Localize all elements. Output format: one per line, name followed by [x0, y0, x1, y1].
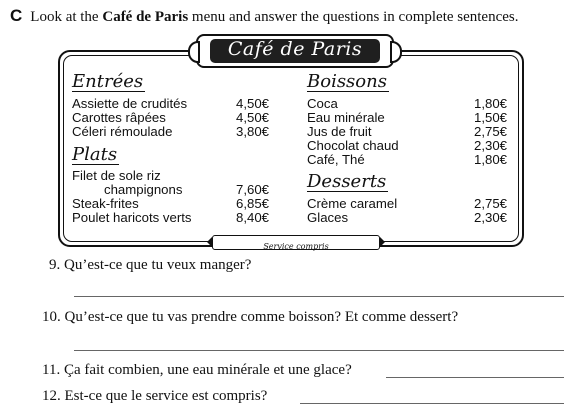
answer-line-12[interactable] [300, 403, 564, 404]
boissons-heading: Boissons [307, 71, 387, 92]
instruction-text-before: Look at the [30, 9, 103, 25]
menu-title: Café de Paris [227, 38, 363, 60]
question-12 [42, 388, 267, 405]
instruction-text-after: menu and answer the questions in complete sentences. [188, 9, 519, 25]
menu-item-price: 3,80€ [236, 124, 270, 139]
question-9 [49, 257, 251, 274]
service-note: Service compris [263, 242, 329, 251]
entrees-heading: Entrées [72, 71, 144, 92]
menu-item-price: 1,50€ [474, 110, 508, 125]
instruction-cafe-name: Café de Paris [102, 9, 189, 25]
menu-item-price: 7,60€ [236, 182, 270, 197]
menu-item-price: 2,75€ [474, 196, 508, 211]
menu-item: Poulet haricots verts [72, 210, 192, 225]
menu-item-price: 1,80€ [474, 96, 508, 111]
question-text: Qu’est-ce que tu veux manger? [64, 257, 252, 273]
menu-item-price: 4,50€ [236, 96, 270, 111]
menu-item-price: 6,85€ [236, 196, 270, 211]
menu-item: Chocolat chaud [307, 138, 399, 153]
menu-item: Glaces [307, 210, 349, 225]
menu-title-banner [196, 34, 394, 68]
question-text: Ça fait combien, une eau minérale et une glace? [63, 362, 352, 378]
menu-item: Café, Thé [307, 152, 365, 167]
answer-line-11[interactable] [386, 377, 564, 378]
menu-item-price: 4,50€ [236, 110, 270, 125]
answer-line-10[interactable] [74, 350, 564, 351]
menu-item: Jus de fruit [307, 124, 372, 139]
menu-item: Crème caramel [307, 196, 398, 211]
question-text: Qu’est-ce que tu vas prendre comme boisson? Et comme dessert? [64, 309, 459, 325]
desserts-heading: Desserts [307, 171, 387, 192]
plats-heading: Plats [72, 144, 118, 165]
service-footer-banner [212, 235, 380, 250]
question-10 [42, 309, 458, 326]
question-11 [42, 362, 352, 379]
menu-item: Carottes râpées [72, 110, 166, 125]
menu-item-price: 2,75€ [474, 124, 508, 139]
menu-item-price: 1,80€ [474, 152, 508, 167]
question-number: 11. [42, 362, 61, 378]
menu-item: Céleri rémoulade [72, 124, 173, 139]
instruction [10, 6, 519, 26]
menu-item: Filet de sole riz [72, 168, 161, 183]
menu-item: Steak-frites [72, 196, 139, 211]
menu-item: Coca [307, 96, 338, 111]
question-number: 9. [49, 257, 61, 273]
menu-item-price: 2,30€ [474, 210, 508, 225]
question-text: Est-ce que le service est compris? [64, 388, 268, 404]
menu-item: Assiette de crudités [72, 96, 188, 111]
menu-item-continued: champignons [104, 182, 183, 197]
section-letter: C [10, 6, 23, 25]
question-number: 12. [42, 388, 61, 404]
menu-item-price: 8,40€ [236, 210, 270, 225]
menu-item-price: 2,30€ [474, 138, 508, 153]
question-number: 10. [42, 309, 61, 325]
answer-line-9[interactable] [74, 296, 564, 297]
menu-item: Eau minérale [307, 110, 385, 125]
